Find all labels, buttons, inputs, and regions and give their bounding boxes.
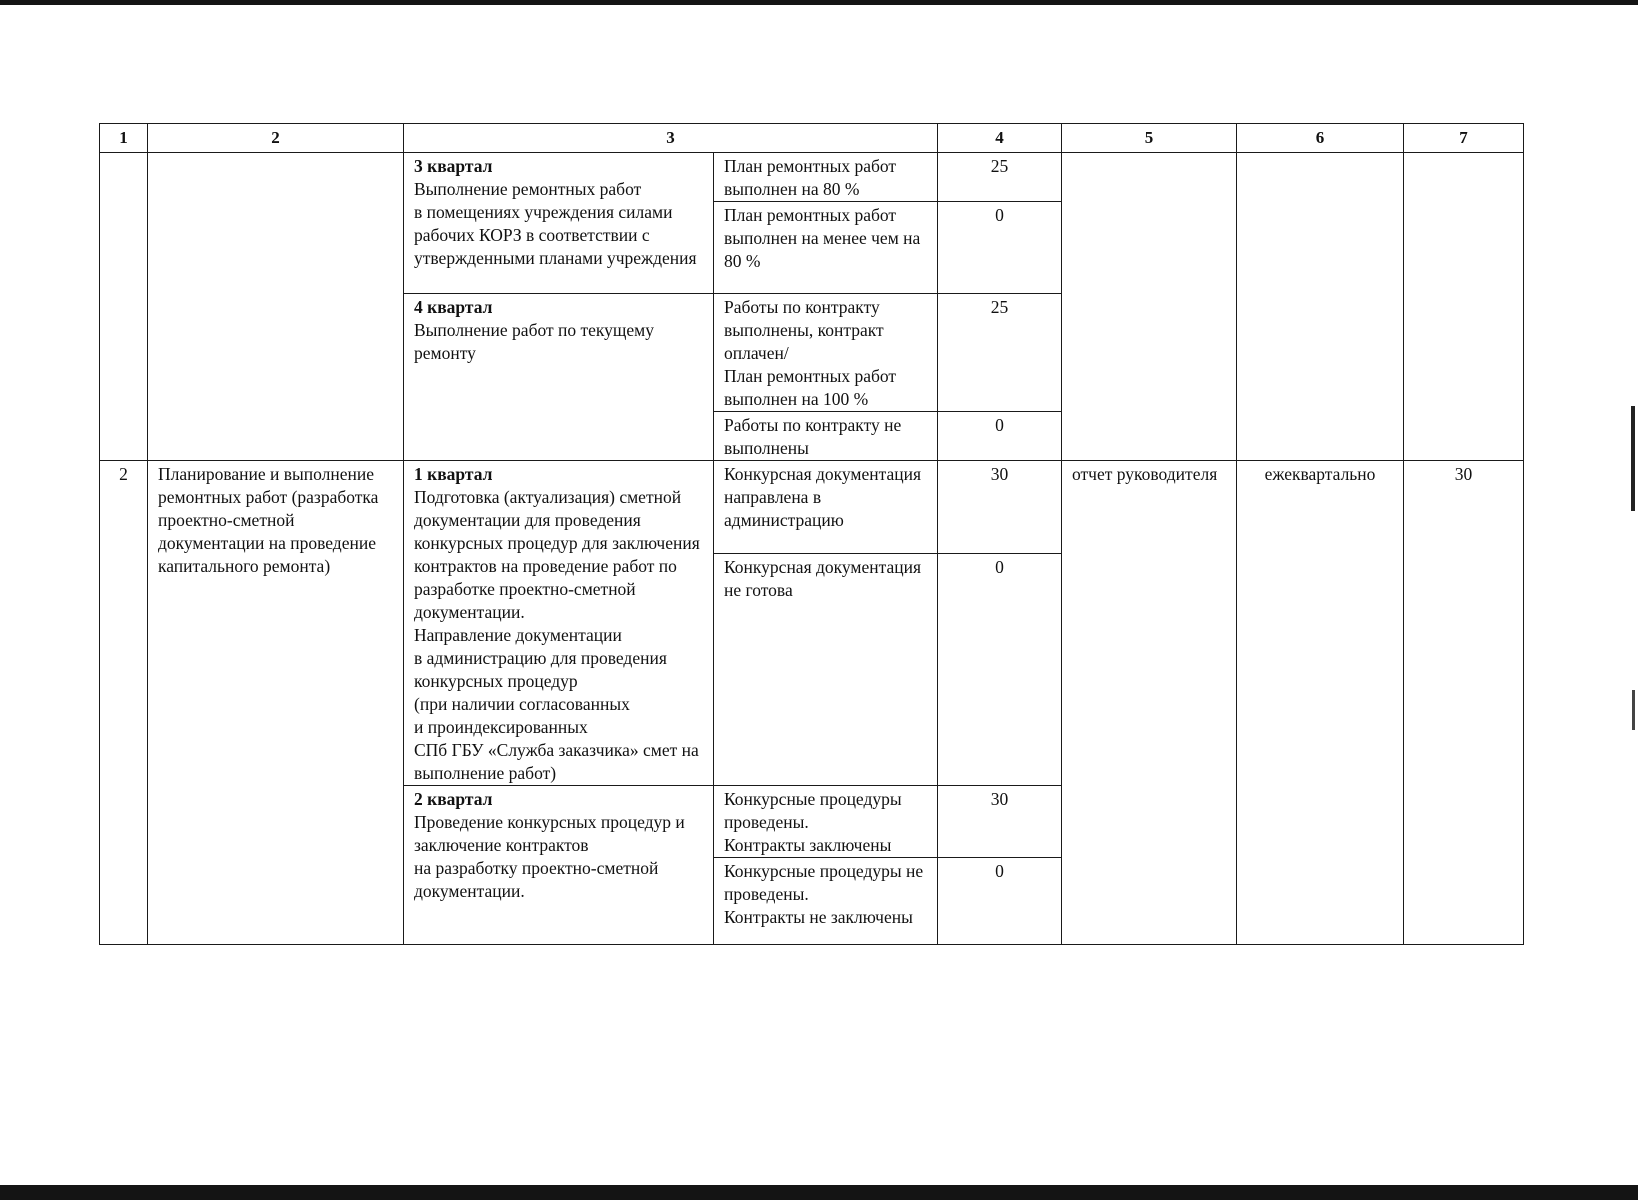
row2-q2-task-cell — [404, 786, 714, 945]
criterion-score: 0 — [938, 412, 1062, 461]
row1-number-cell — [100, 153, 148, 461]
row2-q1-task-cell — [404, 461, 714, 786]
row1-source-cell — [1062, 153, 1237, 461]
quarter-label: 1 квартал — [414, 464, 493, 484]
quarter-label: 3 квартал — [414, 156, 493, 176]
row2-source: отчет руководителя — [1062, 461, 1237, 945]
header-col-4: 4 — [938, 124, 1062, 153]
row1-indicator-cell — [148, 153, 404, 461]
criterion-score: 0 — [938, 202, 1062, 294]
criterion-score: 25 — [938, 153, 1062, 202]
header-col-1: 1 — [100, 124, 148, 153]
scan-edge-top — [0, 0, 1638, 5]
row2-indicator: Планирование и выполнение ремонтных работ (разработка проектно-сметной документации на проведение капитального ремонта) — [148, 461, 404, 945]
criterion-text: Конкурсная документация направлена в администрацию — [714, 461, 938, 554]
criterion-score: 30 — [938, 461, 1062, 554]
header-col-6: 6 — [1237, 124, 1404, 153]
header-col-7: 7 — [1404, 124, 1524, 153]
criterion-text: Конкурсные процедуры проведены. Контракты заключены — [714, 786, 938, 858]
criterion-score: 25 — [938, 294, 1062, 412]
indicators-table — [99, 123, 1524, 945]
criterion-score: 0 — [938, 858, 1062, 945]
row1-q4-task-cell — [404, 294, 714, 461]
task-text: Выполнение ремонтных работ в помещениях учреждения силами рабочих КОРЗ в соответствии с утвержденными планами учреждения — [414, 179, 697, 268]
quarter-label: 4 квартал — [414, 297, 493, 317]
quarter-label: 2 квартал — [414, 789, 493, 809]
scan-edge-bottom — [0, 1185, 1638, 1200]
task-text: Проведение конкурсных процедур и заключение контрактов на разработку проектно-сметной документации. — [414, 812, 685, 901]
header-col-2: 2 — [148, 124, 404, 153]
criterion-text: План ремонтных работ выполнен на 80 % — [714, 153, 938, 202]
task-text: Подготовка (актуализация) сметной документации для проведения конкурсных процедур для заключения контрактов на проведение работ по разработке проектно-сметной документации. Направление документации в администрацию для проведения конкурсных процедур (при наличии согласованных и проиндексированных СПб ГБУ «Служба заказчика» смет на выполнение работ) — [414, 487, 700, 783]
scan-mark-right — [1631, 406, 1635, 511]
criterion-score: 0 — [938, 553, 1062, 785]
table-row — [100, 153, 1524, 202]
criterion-text: План ремонтных работ выполнен на менее чем на 80 % — [714, 202, 938, 294]
row1-frequency-cell — [1237, 153, 1404, 461]
criterion-text: Работы по контракту выполнены, контракт оплачен/ План ремонтных работ выполнен на 100 % — [714, 294, 938, 412]
criterion-text: Конкурсная документация не готова — [714, 553, 938, 785]
criterion-text: Работы по контракту не выполнены — [714, 412, 938, 461]
scan-mark-right-lower — [1632, 690, 1635, 730]
header-col-3: 3 — [404, 124, 938, 153]
row2-frequency: ежеквартально — [1237, 461, 1404, 945]
row1-q3-task-cell — [404, 153, 714, 294]
header-row — [100, 124, 1524, 153]
table-row — [100, 461, 1524, 554]
criterion-score: 30 — [938, 786, 1062, 858]
header-col-5: 5 — [1062, 124, 1237, 153]
criterion-text: Конкурсные процедуры не проведены. Контракты не заключены — [714, 858, 938, 945]
row1-max-cell — [1404, 153, 1524, 461]
task-text: Выполнение работ по текущему ремонту — [414, 320, 654, 363]
row2-max-score: 30 — [1404, 461, 1524, 945]
row2-number: 2 — [100, 461, 148, 945]
